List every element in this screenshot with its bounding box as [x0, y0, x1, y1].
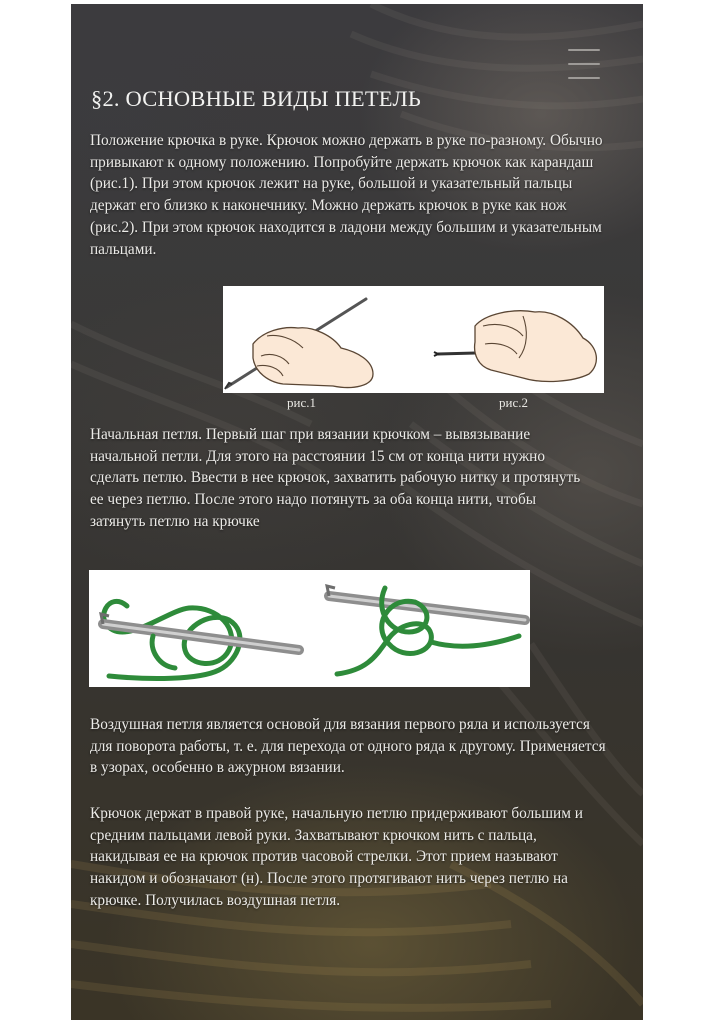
figure-1-caption: рис.1	[287, 395, 316, 410]
paragraph-chain-stitch: Воздушная петля является основой для вязания первого ряла и используется для поворота работы, т. е. для перехода от одного ряда к другому. Применяется в узорах, особенно в ажурном вязании.	[90, 716, 606, 777]
paragraph-hook-position: Положение крючка в руке. Крючок можно держать в руке по-разному. Обычно привыкают к одному положению. Попробуйте держать крючок как карандаш (рис.1). При этом крючок лежит на руке, большой и указательный пальцы держат его близко к наконечнику. Можно держать крючок в руке как нож (рис.2). При этом крючок находится в ладони между большим и указательным пальцами.	[90, 132, 603, 258]
slip-knot-on-hook-step2-illustration	[327, 586, 525, 674]
figure-2-caption: рис.2	[499, 395, 528, 410]
menu-line	[568, 77, 600, 79]
hands-figure	[223, 286, 604, 393]
page-title: §2. ОСНОВНЫЕ ВИДЫ ПЕТЕЛЬ	[91, 86, 422, 111]
menu-line	[568, 49, 600, 51]
menu-line	[568, 63, 600, 65]
article-page	[71, 4, 643, 1020]
hand-holding-hook-knife-grip-illustration	[434, 311, 596, 382]
paragraph-starting-loop: Начальная петля. Первый шаг при вязании крючком – вывязывание начальной петли. Для этого на расстоянии 15 см от конца нити нужно сделать петлю. Ввести в нее крючок, захватить рабочую нитку и протянуть ее через петлю. После этого надо потянуть за оба конца нити, чтобы затянуть петлю на крючке	[90, 426, 581, 530]
paragraph-chain-how: Крючок держат в правой руке, начальную петлю придерживают большим и средним пальцами левой руки. Захватывают крючком нить с пальца, накидывая ее на крючок против часовой стрелки. Этот прием называют накидом и обозначают (н). После этого протягивают нить через петлю на крючке. Получилась воздушная петля.	[90, 805, 583, 909]
loops-figure	[89, 570, 530, 687]
hand-holding-hook-pencil-grip-illustration	[225, 299, 373, 389]
hamburger-menu-icon[interactable]	[568, 49, 600, 79]
slip-knot-on-hook-step1-illustration	[101, 601, 299, 678]
